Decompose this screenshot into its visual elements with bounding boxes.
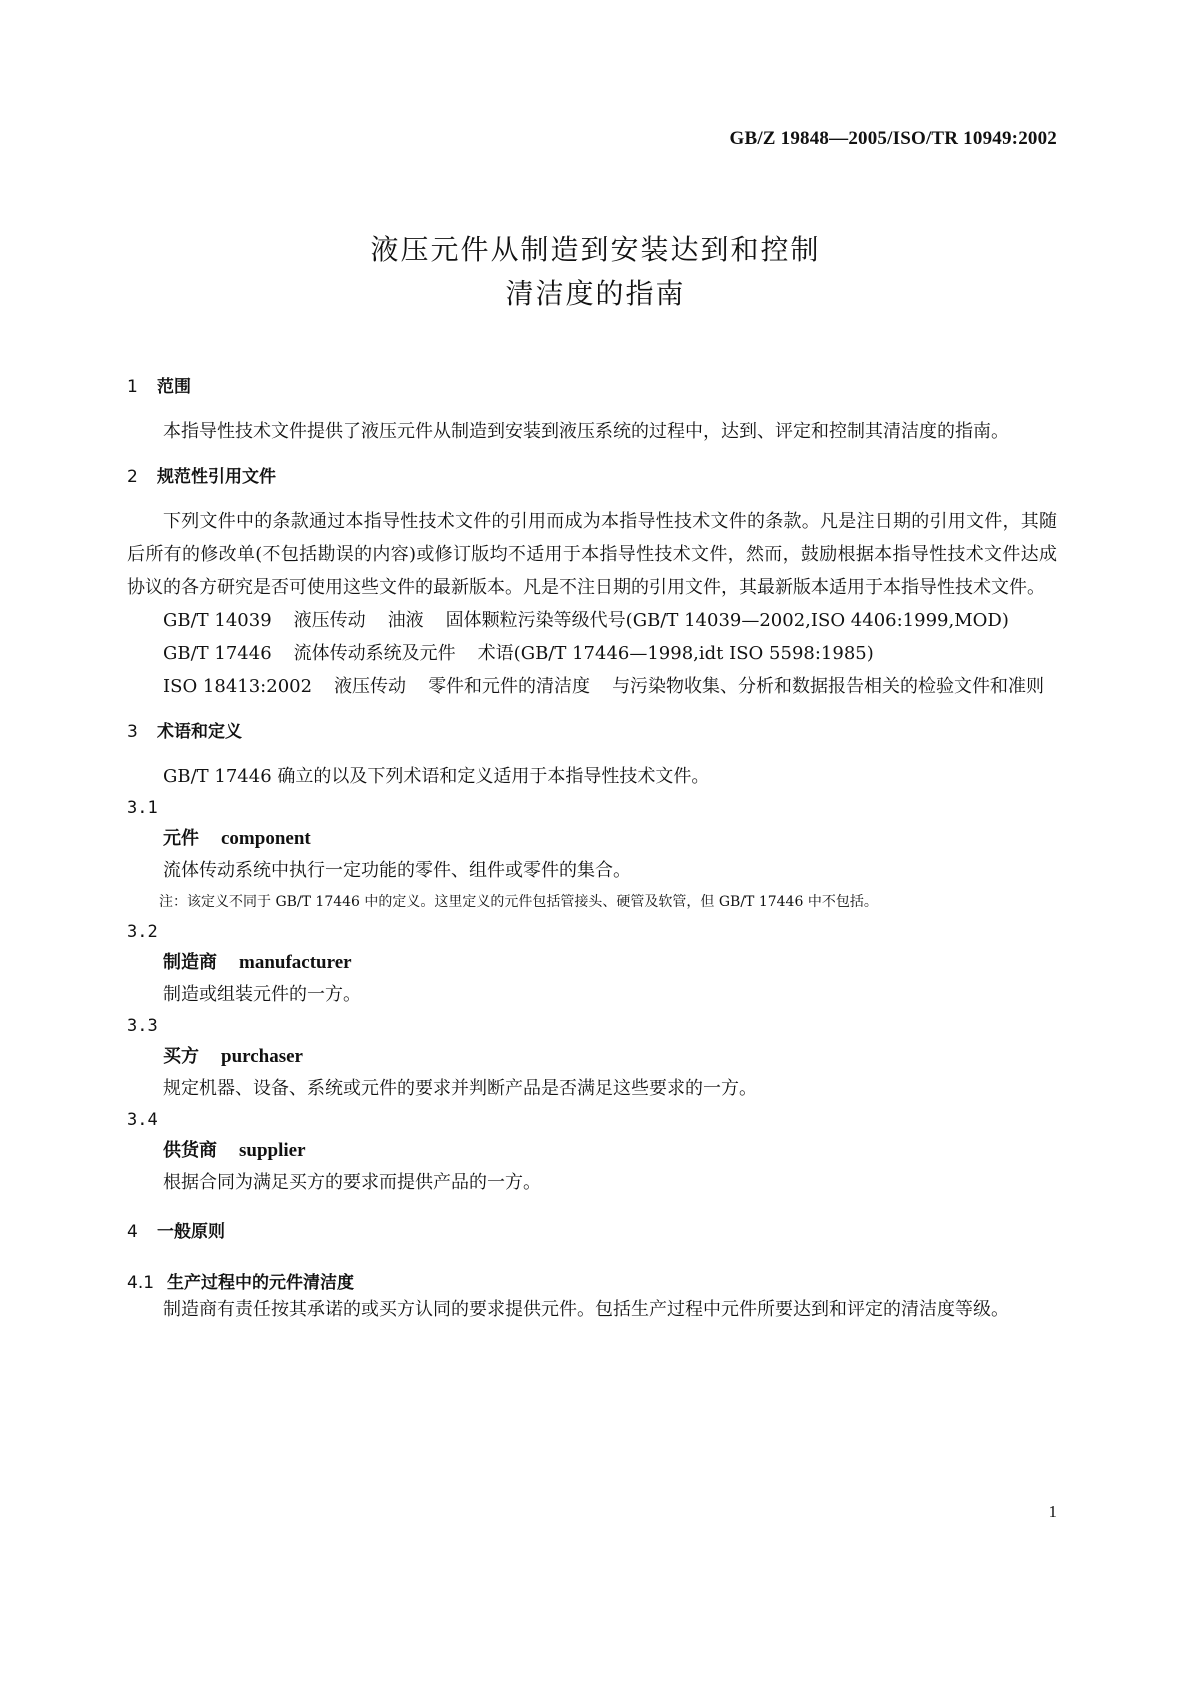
page-number: 1 — [1048, 1502, 1057, 1521]
section-number: 4 — [127, 1222, 138, 1242]
term-number: 3.3 — [127, 1016, 158, 1036]
section-number: 2 — [127, 467, 138, 487]
document-body — [127, 372, 1057, 1326]
section-title: 术语和定义 — [157, 722, 242, 742]
section-title: 规范性引用文件 — [157, 467, 276, 487]
reference-item — [127, 670, 1057, 703]
reference-code: GB/T 14039 — [163, 610, 272, 631]
term-definition: 规定机器、设备、系统或元件的要求并判断产品是否满足这些要求的一方。 — [163, 1078, 757, 1099]
section-title: 一般原则 — [157, 1222, 225, 1242]
subsection-number: 4.1 — [127, 1273, 155, 1293]
section-1-paragraph: 本指导性技术文件提供了液压元件从制造到安装到液压系统的过程中，达到、评定和控制其清洁度的指南。 — [163, 421, 1009, 442]
subsection-title: 生产过程中的元件清洁度 — [167, 1273, 354, 1293]
standard-code: GB/Z 19848—2005/ISO/TR 10949:2002 — [729, 128, 1057, 149]
title-line-2: 清洁度的指南 — [505, 277, 686, 310]
section-4-heading — [127, 1217, 1057, 1242]
section-number: 1 — [127, 377, 138, 397]
term-zh: 制造商 — [163, 952, 217, 973]
section-number: 3 — [127, 722, 138, 742]
term-note: 注：该定义不同于 GB/T 17446 中的定义。这里定义的元件包括管接头、硬管及软管，但 GB/T 17446 中不包括。 — [159, 894, 878, 910]
reference-item — [127, 637, 1057, 670]
section-2-heading — [127, 462, 1057, 487]
reference-code: ISO 18413:2002 — [163, 676, 313, 697]
reference-code: GB/T 17446 — [163, 643, 272, 664]
section-2-paragraph: 下列文件中的条款通过本指导性技术文件的引用而成为本指导性技术文件的条款。凡是注日期的引用文件，其随后所有的修改单(不包括勘误的内容)或修订版均不适用于本指导性技术文件，然而，鼓励根据本指导性技术文件达成协议的各方研究是否可使用这些文件的最新版本。凡是不注日期的引用文件，其最新版本适用于本指导性技术文件。 — [127, 511, 1057, 598]
term-heading — [163, 947, 1057, 979]
reference-part: 流体传动系统及元件 — [293, 643, 456, 664]
subsection-4-1-paragraph: 制造商有责任按其承诺的或买方认同的要求提供元件。包括生产过程中元件所要达到和评定的清洁度等级。 — [163, 1299, 1009, 1320]
term-number: 3.1 — [127, 798, 158, 818]
reference-item — [127, 604, 1057, 637]
term-en: purchaser — [221, 1046, 303, 1067]
section-title: 范围 — [157, 377, 191, 397]
term-zh: 供货商 — [163, 1140, 217, 1161]
term-heading — [163, 1135, 1057, 1167]
term-definition: 制造或组装元件的一方。 — [163, 984, 361, 1005]
term-zh: 元件 — [163, 828, 199, 849]
term-definition: 根据合同为满足买方的要求而提供产品的一方。 — [163, 1172, 541, 1193]
section-3-heading — [127, 717, 1057, 742]
subsection-4-1-heading — [127, 1268, 1057, 1293]
term-definition: 流体传动系统中执行一定功能的零件、组件或零件的集合。 — [163, 860, 631, 881]
section-1-heading — [127, 372, 1057, 397]
term-heading — [163, 1041, 1057, 1073]
term-en: component — [221, 828, 311, 849]
reference-part: 与污染物收集、分析和数据报告相关的检验文件和准则 — [612, 676, 1045, 697]
term-zh: 买方 — [163, 1046, 199, 1067]
term-number: 3.2 — [127, 922, 158, 942]
reference-part: 固体颗粒污染等级代号(GB/T 14039—2002,ISO 4406:1999,MOD) — [445, 610, 1009, 631]
reference-part: 术语(GB/T 17446—1998,idt ISO 5598:1985) — [477, 643, 874, 664]
term-heading — [163, 823, 1057, 855]
reference-part: 液压传动 — [334, 676, 407, 697]
reference-part: 液压传动 — [293, 610, 366, 631]
term-en: supplier — [239, 1140, 306, 1161]
reference-part: 油液 — [387, 610, 424, 631]
section-3-paragraph: GB/T 17446 确立的以及下列术语和定义适用于本指导性技术文件。 — [163, 766, 710, 787]
document-title — [0, 228, 1191, 316]
term-en: manufacturer — [239, 952, 352, 973]
term-number: 3.4 — [127, 1110, 158, 1130]
reference-part: 零件和元件的清洁度 — [428, 676, 591, 697]
title-line-1: 液压元件从制造到安装达到和控制 — [370, 233, 821, 266]
